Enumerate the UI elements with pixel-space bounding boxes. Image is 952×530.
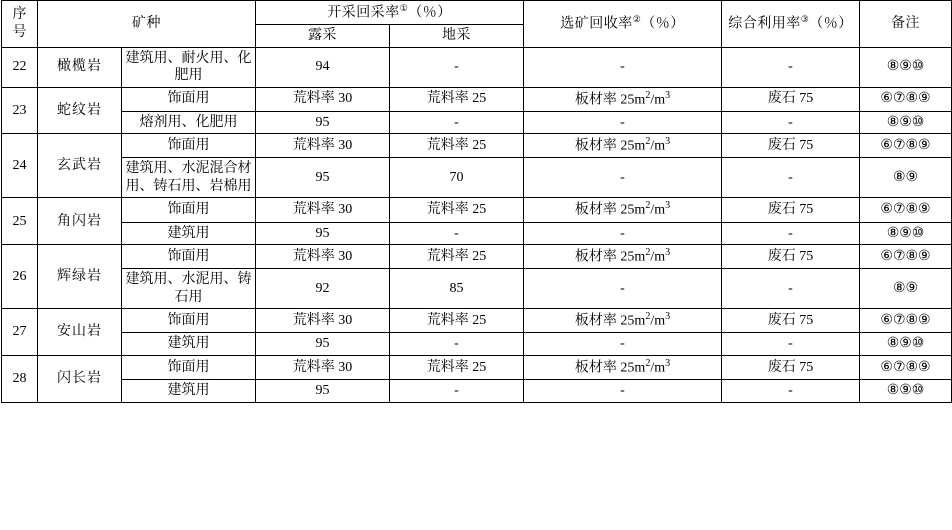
- table-row: [2, 158, 952, 198]
- cell-comprehensive-utilization: -: [722, 333, 860, 356]
- cell-open-pit-recovery: 95: [256, 380, 390, 403]
- cell-open-pit-recovery: 95: [256, 222, 390, 245]
- cell-comprehensive-utilization: -: [722, 380, 860, 403]
- column-header-dressing-recovery: 选矿回收率②（％）: [524, 1, 722, 48]
- cell-open-pit-recovery: 95: [256, 158, 390, 198]
- column-header-recovery-group: 开采回采率①（％）: [256, 1, 524, 25]
- cell-remark: ⑧⑨⑩: [860, 333, 952, 356]
- cell-comprehensive-utilization: -: [722, 47, 860, 87]
- cell-dressing-recovery: -: [524, 269, 722, 309]
- cell-dressing-recovery: -: [524, 380, 722, 403]
- cell-mineral-use: 饰面用: [122, 87, 256, 111]
- table-row: [2, 222, 952, 245]
- cell-dressing-recovery: 板材率 $25m^2/m^3$: [524, 134, 722, 158]
- cell-comprehensive-utilization: -: [722, 158, 860, 198]
- cell-mineral-use: 熔剂用、化肥用: [122, 111, 256, 134]
- cell-comprehensive-utilization: 废石 75: [722, 355, 860, 379]
- cell-underground-recovery: 85: [390, 269, 524, 309]
- cell-sequence: 23: [2, 87, 38, 134]
- mineral-recovery-table: [1, 0, 952, 403]
- cell-remark: ⑧⑨: [860, 269, 952, 309]
- cell-dressing-recovery: 板材率 $25m^2/m^3$: [524, 245, 722, 269]
- cell-underground-recovery: 荒料率 25: [390, 355, 524, 379]
- cell-open-pit-recovery: 95: [256, 333, 390, 356]
- cell-comprehensive-utilization: 废石 75: [722, 309, 860, 333]
- cell-sequence: 24: [2, 134, 38, 198]
- cell-mineral-name: 辉绿岩: [38, 245, 122, 309]
- cell-dressing-recovery: -: [524, 222, 722, 245]
- column-header-sequence: [2, 1, 38, 48]
- cell-mineral-use: 饰面用: [122, 309, 256, 333]
- cell-mineral-name: 玄武岩: [38, 134, 122, 198]
- cell-mineral-use: 建筑用、水泥混合材用、铸石用、岩棉用: [122, 158, 256, 198]
- sequence-label-line1: 序: [12, 7, 27, 23]
- cell-remark: ⑥⑦⑧⑨: [860, 355, 952, 379]
- cell-dressing-recovery: 板材率 $25m^2/m^3$: [524, 355, 722, 379]
- cell-underground-recovery: 荒料率 25: [390, 134, 524, 158]
- table-header: [2, 1, 952, 48]
- cell-dressing-recovery: -: [524, 47, 722, 87]
- cell-comprehensive-utilization: 废石 75: [722, 245, 860, 269]
- cell-remark: ⑧⑨⑩: [860, 47, 952, 87]
- cell-remark: ⑧⑨: [860, 158, 952, 198]
- cell-mineral-use: 饰面用: [122, 198, 256, 222]
- cell-dressing-recovery: -: [524, 333, 722, 356]
- cell-underground-recovery: -: [390, 380, 524, 403]
- cell-mineral-use: 建筑用: [122, 222, 256, 245]
- cell-sequence: 25: [2, 198, 38, 245]
- cell-dressing-recovery: 板材率 $25m^2/m^3$: [524, 309, 722, 333]
- table-row: [2, 355, 952, 379]
- cell-mineral-name: 闪长岩: [38, 355, 122, 402]
- cell-mineral-use: 建筑用: [122, 380, 256, 403]
- cell-dressing-recovery: 板材率 $25m^2/m^3$: [524, 198, 722, 222]
- cell-underground-recovery: 荒料率 25: [390, 198, 524, 222]
- cell-dressing-recovery: 板材率 $25m^2/m^3$: [524, 87, 722, 111]
- cell-underground-recovery: -: [390, 111, 524, 134]
- cell-comprehensive-utilization: 废石 75: [722, 134, 860, 158]
- cell-sequence: 28: [2, 355, 38, 402]
- cell-remark: ⑥⑦⑧⑨: [860, 87, 952, 111]
- cell-sequence: 22: [2, 47, 38, 87]
- table-row: [2, 380, 952, 403]
- cell-open-pit-recovery: 92: [256, 269, 390, 309]
- cell-mineral-name: 安山岩: [38, 309, 122, 356]
- cell-remark: ⑧⑨⑩: [860, 380, 952, 403]
- cell-dressing-recovery: -: [524, 158, 722, 198]
- cell-comprehensive-utilization: 废石 75: [722, 198, 860, 222]
- column-header-underground: 地采: [390, 25, 524, 48]
- cell-mineral-use: 建筑用、耐火用、化肥用: [122, 47, 256, 87]
- column-header-open-pit: 露采: [256, 25, 390, 48]
- cell-dressing-recovery: -: [524, 111, 722, 134]
- table-row: [2, 309, 952, 333]
- cell-comprehensive-utilization: -: [722, 111, 860, 134]
- cell-open-pit-recovery: 95: [256, 111, 390, 134]
- cell-remark: ⑥⑦⑧⑨: [860, 198, 952, 222]
- table-row: [2, 134, 952, 158]
- cell-underground-recovery: -: [390, 47, 524, 87]
- cell-sequence: 26: [2, 245, 38, 309]
- cell-open-pit-recovery: 荒料率 30: [256, 309, 390, 333]
- cell-comprehensive-utilization: 废石 75: [722, 87, 860, 111]
- cell-remark: ⑧⑨⑩: [860, 222, 952, 245]
- table-row: [2, 333, 952, 356]
- sequence-label-line2: 号: [12, 24, 27, 40]
- table-row: [2, 198, 952, 222]
- header-row-1: [2, 1, 952, 25]
- column-header-comprehensive-utilization: 综合利用率③（％）: [722, 1, 860, 48]
- cell-mineral-name: 蛇纹岩: [38, 87, 122, 134]
- cell-mineral-use: 建筑用: [122, 333, 256, 356]
- table-body: [2, 47, 952, 402]
- cell-open-pit-recovery: 荒料率 30: [256, 87, 390, 111]
- cell-underground-recovery: 荒料率 25: [390, 309, 524, 333]
- table-row: [2, 245, 952, 269]
- cell-remark: ⑥⑦⑧⑨: [860, 309, 952, 333]
- cell-mineral-name: 角闪岩: [38, 198, 122, 245]
- table-row: [2, 87, 952, 111]
- cell-remark: ⑥⑦⑧⑨: [860, 245, 952, 269]
- cell-comprehensive-utilization: -: [722, 269, 860, 309]
- cell-underground-recovery: 70: [390, 158, 524, 198]
- cell-comprehensive-utilization: -: [722, 222, 860, 245]
- table-row: [2, 269, 952, 309]
- column-header-mineral: 矿种: [38, 1, 256, 48]
- cell-mineral-use: 饰面用: [122, 134, 256, 158]
- column-header-remark: 备注: [860, 1, 952, 48]
- cell-open-pit-recovery: 94: [256, 47, 390, 87]
- cell-underground-recovery: 荒料率 25: [390, 87, 524, 111]
- cell-mineral-use: 建筑用、水泥用、铸石用: [122, 269, 256, 309]
- cell-underground-recovery: 荒料率 25: [390, 245, 524, 269]
- table-row: [2, 47, 952, 87]
- table-row: [2, 111, 952, 134]
- cell-open-pit-recovery: 荒料率 30: [256, 134, 390, 158]
- cell-mineral-name: 橄榄岩: [38, 47, 122, 87]
- cell-underground-recovery: -: [390, 333, 524, 356]
- cell-remark: ⑧⑨⑩: [860, 111, 952, 134]
- cell-open-pit-recovery: 荒料率 30: [256, 245, 390, 269]
- cell-mineral-use: 饰面用: [122, 245, 256, 269]
- cell-mineral-use: 饰面用: [122, 355, 256, 379]
- cell-sequence: 27: [2, 309, 38, 356]
- cell-open-pit-recovery: 荒料率 30: [256, 355, 390, 379]
- cell-open-pit-recovery: 荒料率 30: [256, 198, 390, 222]
- cell-underground-recovery: -: [390, 222, 524, 245]
- cell-remark: ⑥⑦⑧⑨: [860, 134, 952, 158]
